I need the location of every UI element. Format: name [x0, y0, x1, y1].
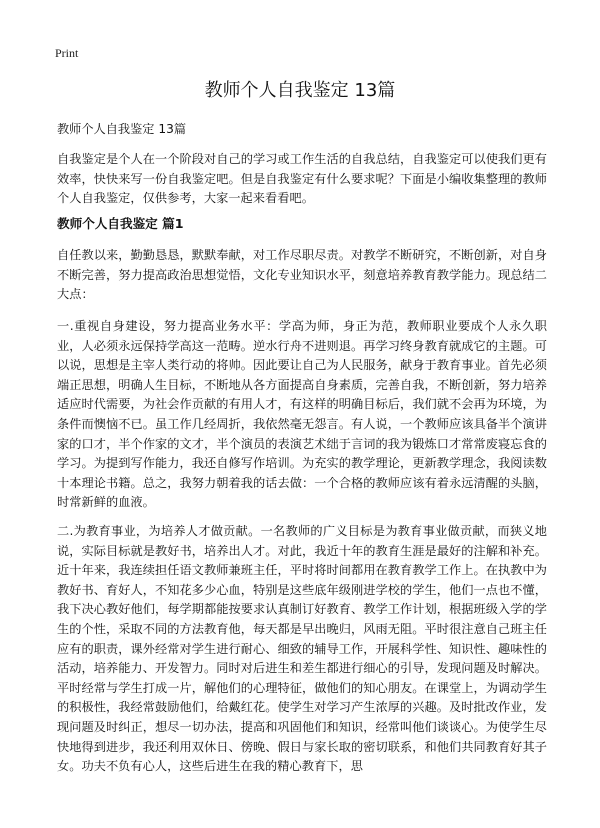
- paragraph-summary: 自任教以来，勤勤恳恳，默默奉献，对工作尽职尽责。对教学不断研究，不断创新，对自身不断完善，努力提高政治思想觉悟，文化专业知识水平，刻意培养教育教学能力。现总结二大点：: [57, 248, 547, 302]
- print-label[interactable]: Print: [55, 46, 79, 60]
- paragraph-self-improvement: 一.重视自身建设，努力提高业务水平：学高为师，身正为范，教师职业要成个人永久职业，人必须永远保持学高这一范畴。逆水行舟不进则退。再学习终身教育就成它的主题。可以说，思想是主宰人类行动的将帅。因此要让自己为人民服务，献身于教育事业。首先必须端正思想，明确人生目标，不断地从各方面提高自身素质，完善自我，不断创新，努力培养适应时代需要，为社会作贡献的有用人才，有这样的明确目标后，我们就不会再为环境，为条件而懊恼不已。虽工作几经周折，我依然毫无怨言。有人说，一个教师应该具备半个演讲家的口才，半个作家的文才，半个演员的表演艺术绌于言词的我为锻炼口才常常废寝忘食的学习。为提到写作能力，我还自修写作培训。为充实的教学理论，更新教学理念，我阅读数十本理论书籍。总之，我努力朝着我的话去做：一个合格的教师应该有着永远清醒的头脑，时常新鲜的血液。: [57, 319, 547, 510]
- intro-paragraph: 自我鉴定是个人在一个阶段对自己的学习或工作生活的自我总结，自我鉴定可以使我们更有效率，快快来写一份自我鉴定吧。但是自我鉴定有什么要求呢？下面是小编收集整理的教师个人自我鉴定，仅供参考，大家一起来看看吧。: [57, 152, 547, 206]
- paragraph-education-contribution: 二.为教育事业，为培养人才做贡献。一名教师的广义目标是为教育事业做贡献，而狭义地说，实际目标就是教好书，培养出人才。对此，我近十年的教育生涯是最好的注解和补充。近十年来，我连续担任语文教师兼班主任，平时将时间都用在教育教学工作上。在执教中为教好书、育好人，不知花多少心血，特别是这些底年级刚进学校的学生，他们一点也不懂，我下决心教好他们，每学期都能按要求认真制订好教育、教学工作计划，根据班级入学的学生的个性，采取不同的方法教育他，每天都是早出晚归，风雨无阻。平时很注意自己班主任应有的职责，课外经常对学生进行耐心、细致的辅导工作，开展科学性、知识性、趣味性的活动，培养能力、开发智力。同时对后进生和差生都进行细心的引导，发现问题及时解决。平时经常与学生打成一片，解他们的心理特征，做他们的知心朋友。在课堂上，为调动学生的积极性，我经常鼓励他们，给戴红花。使学生对学习产生浓厚的兴趣。及时批改作业，发现问题及时纠正，想尽一切办法，提高和巩固他们和知识，经常叫他们谈谈心。为使学生尽快地得到进步，我还利用双休日、傍晚、假日与家长取的密切联系，和他们共同教育好其子女。功夫不负有心人，这些后进生在我的精心教育下，思: [57, 524, 547, 774]
- document-title: 教师个人自我鉴定 13篇: [204, 80, 396, 101]
- section-heading: 教师个人自我鉴定 篇1: [57, 216, 184, 231]
- document-subtitle: 教师个人自我鉴定 13篇: [57, 122, 187, 136]
